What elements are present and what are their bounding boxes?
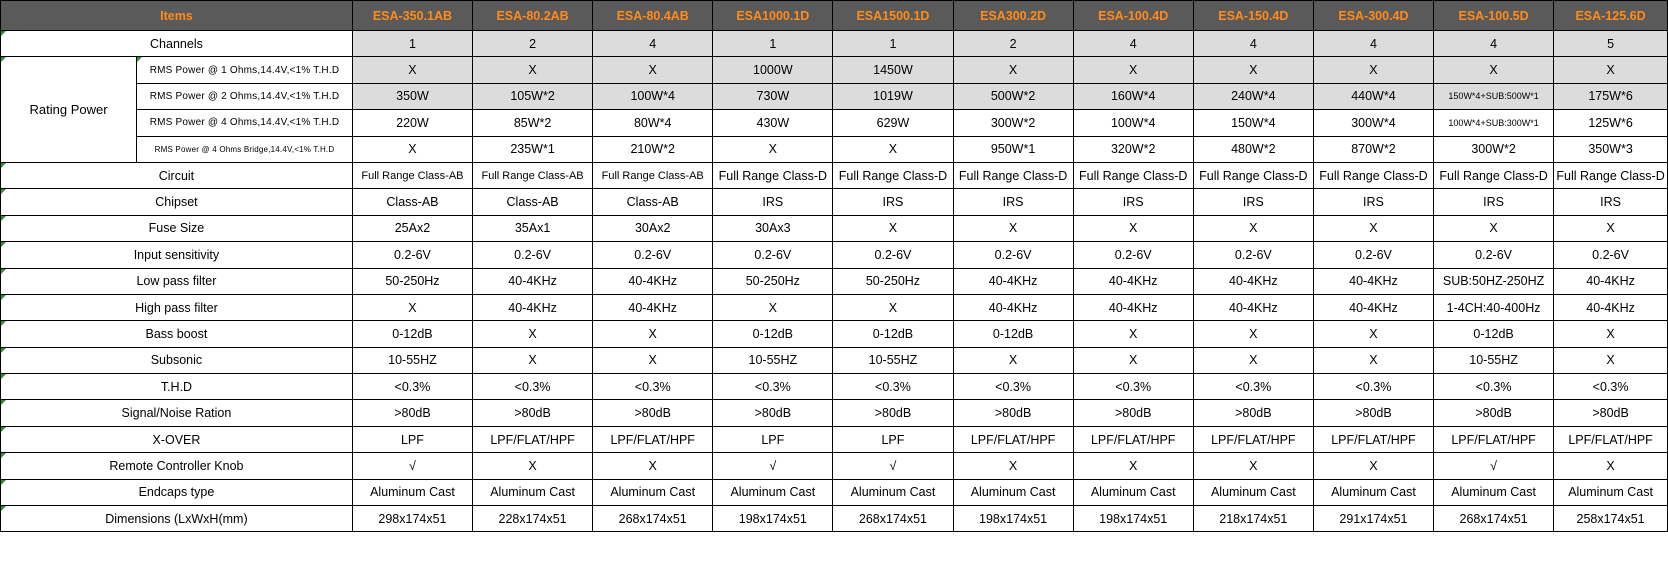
spec-value: 30Ax3: [713, 215, 833, 241]
spec-value: >80dB: [473, 400, 593, 426]
spec-row: [1, 268, 1668, 294]
rating-power-value: 629W: [833, 110, 953, 136]
rating-power-value: 240W*4: [1193, 83, 1313, 109]
spec-value: 40-4KHz: [1073, 294, 1193, 320]
spec-value: LPF/FLAT/HPF: [1434, 426, 1554, 452]
header-model: ESA-350.1AB: [352, 1, 472, 31]
spec-value: LPF/FLAT/HPF: [473, 426, 593, 452]
rating-power-value: 1000W: [713, 57, 833, 83]
spec-value: X: [473, 321, 593, 347]
rating-power-value: 125W*6: [1554, 110, 1668, 136]
rating-power-value: 235W*1: [473, 136, 593, 162]
spec-value: 0.2-6V: [953, 242, 1073, 268]
spec-value: >80dB: [593, 400, 713, 426]
spec-row: [1, 215, 1668, 241]
spec-row: [1, 294, 1668, 320]
spec-row: [1, 347, 1668, 373]
spec-value: <0.3%: [593, 374, 713, 400]
spec-value: 40-4KHz: [473, 268, 593, 294]
spec-row: [1, 321, 1668, 347]
spec-value: X: [1073, 347, 1193, 373]
rating-power-value: 85W*2: [473, 110, 593, 136]
spec-value: Full Range Class-AB: [593, 162, 713, 188]
spec-value: 30Ax2: [593, 215, 713, 241]
spec-value: 40-4KHz: [1554, 294, 1668, 320]
spec-value: 0.2-6V: [473, 242, 593, 268]
spec-value: 40-4KHz: [953, 294, 1073, 320]
spec-value: 291x174x51: [1313, 506, 1433, 532]
spec-value: >80dB: [1073, 400, 1193, 426]
spec-value: X: [1073, 215, 1193, 241]
rating-power-value: X: [352, 57, 472, 83]
rating-power-value: 500W*2: [953, 83, 1073, 109]
rating-power-value: 150W*4+SUB:500W*1: [1434, 83, 1554, 109]
spec-value: >80dB: [352, 400, 472, 426]
spec-value: X: [1554, 321, 1668, 347]
spec-value: >80dB: [833, 400, 953, 426]
spec-value: IRS: [1554, 189, 1668, 215]
header-row: [1, 1, 1668, 31]
spec-value: 0-12dB: [352, 321, 472, 347]
channels-value: 4: [1434, 31, 1554, 57]
spec-value: <0.3%: [1193, 374, 1313, 400]
rating-power-sublabel: RMS Power @ 2 Ohms,14.4V,<1% T.H.D: [137, 83, 353, 109]
header-model: ESA-300.4D: [1313, 1, 1433, 31]
spec-value: LPF/FLAT/HPF: [1193, 426, 1313, 452]
rating-power-value: 440W*4: [1313, 83, 1433, 109]
spec-label: Circuit: [1, 162, 353, 188]
header-model: ESA-80.2AB: [473, 1, 593, 31]
rating-power-value: X: [473, 57, 593, 83]
spec-value: LPF/FLAT/HPF: [1554, 426, 1668, 452]
spec-value: <0.3%: [953, 374, 1073, 400]
spec-label: Chipset: [1, 189, 353, 215]
rating-power-value: 105W*2: [473, 83, 593, 109]
spec-value: >80dB: [1434, 400, 1554, 426]
spec-value: 40-4KHz: [473, 294, 593, 320]
spec-label: Endcaps type: [1, 479, 353, 505]
spec-value: X: [1193, 347, 1313, 373]
channels-row: [1, 31, 1668, 57]
spec-value: 268x174x51: [833, 506, 953, 532]
channels-value: 5: [1554, 31, 1668, 57]
spec-value: 298x174x51: [352, 506, 472, 532]
spec-value: 0-12dB: [1434, 321, 1554, 347]
spec-label: Input sensitivity: [1, 242, 353, 268]
spec-row: [1, 400, 1668, 426]
spec-value: 0.2-6V: [1193, 242, 1313, 268]
rating-power-value: X: [352, 136, 472, 162]
spec-value: 25Ax2: [352, 215, 472, 241]
spec-row: [1, 426, 1668, 452]
header-model: ESA1500.1D: [833, 1, 953, 31]
spec-value: X: [593, 453, 713, 479]
spec-row: [1, 374, 1668, 400]
spec-value: 268x174x51: [1434, 506, 1554, 532]
channels-value: 2: [953, 31, 1073, 57]
rating-power-value: 300W*4: [1313, 110, 1433, 136]
rating-power-value: X: [833, 136, 953, 162]
spec-value: 10-55HZ: [713, 347, 833, 373]
header-items: Items: [1, 1, 353, 31]
spec-value: Full Range Class-D: [1193, 162, 1313, 188]
spec-value: LPF: [352, 426, 472, 452]
channels-value: 2: [473, 31, 593, 57]
spec-value: 10-55HZ: [352, 347, 472, 373]
spec-value: X: [833, 215, 953, 241]
spec-row: [1, 453, 1668, 479]
spec-label: Subsonic: [1, 347, 353, 373]
spec-value: 40-4KHz: [1193, 294, 1313, 320]
spec-value: LPF/FLAT/HPF: [1073, 426, 1193, 452]
spec-value: X: [1193, 215, 1313, 241]
spec-label: Dimensions (LxWxH(mm): [1, 506, 353, 532]
rating-power-value: 160W*4: [1073, 83, 1193, 109]
spec-value: <0.3%: [473, 374, 593, 400]
spec-value: 218x174x51: [1193, 506, 1313, 532]
rating-power-value: X: [593, 57, 713, 83]
spec-value: 0.2-6V: [833, 242, 953, 268]
spec-value: IRS: [1313, 189, 1433, 215]
spec-value: Aluminum Cast: [593, 479, 713, 505]
rating-power-value: 950W*1: [953, 136, 1073, 162]
spec-value: X: [1313, 453, 1433, 479]
spec-value: IRS: [1434, 189, 1554, 215]
spec-value: IRS: [713, 189, 833, 215]
spec-value: <0.3%: [1434, 374, 1554, 400]
rating-power-row: [1, 110, 1668, 136]
spec-value: Aluminum Cast: [1313, 479, 1433, 505]
spec-value: Full Range Class-AB: [473, 162, 593, 188]
rating-power-row: [1, 57, 1668, 83]
header-model: ESA-100.5D: [1434, 1, 1554, 31]
spec-value: X: [1073, 453, 1193, 479]
spec-label: Remote Controller Knob: [1, 453, 353, 479]
rating-power-value: 100W*4+SUB:300W*1: [1434, 110, 1554, 136]
spec-value: Full Range Class-D: [1313, 162, 1433, 188]
spec-value: Full Range Class-D: [953, 162, 1073, 188]
spec-value: 40-4KHz: [953, 268, 1073, 294]
spec-value: 0.2-6V: [1073, 242, 1193, 268]
spec-value: 198x174x51: [1073, 506, 1193, 532]
spec-value: Full Range Class-D: [833, 162, 953, 188]
spec-value: 0-12dB: [833, 321, 953, 347]
spec-label: X-OVER: [1, 426, 353, 452]
spec-value: 40-4KHz: [1554, 268, 1668, 294]
rating-power-value: 175W*6: [1554, 83, 1668, 109]
spec-value: >80dB: [953, 400, 1073, 426]
spec-value: X: [473, 347, 593, 373]
spec-label: Bass boost: [1, 321, 353, 347]
spec-value: Class-AB: [473, 189, 593, 215]
spec-value: 1-4CH:40-400Hz: [1434, 294, 1554, 320]
rating-power-value: 430W: [713, 110, 833, 136]
spec-value: 10-55HZ: [833, 347, 953, 373]
spec-value: Aluminum Cast: [1193, 479, 1313, 505]
rating-power-value: 870W*2: [1313, 136, 1433, 162]
spec-label: T.H.D: [1, 374, 353, 400]
spec-value: Aluminum Cast: [1073, 479, 1193, 505]
spec-label: High pass filter: [1, 294, 353, 320]
spec-value: >80dB: [713, 400, 833, 426]
spec-value: 10-55HZ: [1434, 347, 1554, 373]
spec-value: 0-12dB: [953, 321, 1073, 347]
spec-value: <0.3%: [1554, 374, 1668, 400]
rating-power-value: 150W*4: [1193, 110, 1313, 136]
rating-power-row: [1, 136, 1668, 162]
rating-power-value: X: [1434, 57, 1554, 83]
spec-value: 198x174x51: [713, 506, 833, 532]
spec-value: 40-4KHz: [1313, 268, 1433, 294]
rating-power-value: 320W*2: [1073, 136, 1193, 162]
spec-value: SUB:50HZ-250HZ: [1434, 268, 1554, 294]
channels-value: 4: [1193, 31, 1313, 57]
rating-power-value: X: [1313, 57, 1433, 83]
spec-value: X: [1193, 453, 1313, 479]
spec-value: X: [1313, 347, 1433, 373]
spec-value: X: [953, 215, 1073, 241]
spec-value: 35Ax1: [473, 215, 593, 241]
spec-value: Aluminum Cast: [1434, 479, 1554, 505]
spec-value: 0.2-6V: [593, 242, 713, 268]
spec-value: X: [833, 294, 953, 320]
spec-value: <0.3%: [1073, 374, 1193, 400]
spec-value: 40-4KHz: [1313, 294, 1433, 320]
rating-power-value: 730W: [713, 83, 833, 109]
spec-value: X: [1313, 321, 1433, 347]
spec-value: <0.3%: [713, 374, 833, 400]
spec-value: LPF/FLAT/HPF: [953, 426, 1073, 452]
spec-value: <0.3%: [352, 374, 472, 400]
spec-value: Full Range Class-D: [713, 162, 833, 188]
spec-value: 40-4KHz: [593, 294, 713, 320]
channels-label: Channels: [1, 31, 353, 57]
spec-value: Class-AB: [593, 189, 713, 215]
spec-value: LPF: [833, 426, 953, 452]
spec-value: X: [953, 347, 1073, 373]
rating-power-sublabel: RMS Power @ 1 Ohms,14.4V,<1% T.H.D: [137, 57, 353, 83]
spec-value: IRS: [1193, 189, 1313, 215]
rating-power-value: 1019W: [833, 83, 953, 109]
rating-power-row: [1, 83, 1668, 109]
spec-value: 258x174x51: [1554, 506, 1668, 532]
rating-power-value: 100W*4: [1073, 110, 1193, 136]
rating-power-value: 350W: [352, 83, 472, 109]
spec-value: Aluminum Cast: [1554, 479, 1668, 505]
channels-value: 4: [1313, 31, 1433, 57]
spec-value: 50-250Hz: [352, 268, 472, 294]
spec-value: X: [593, 321, 713, 347]
spec-value: √: [713, 453, 833, 479]
spec-value: 50-250Hz: [713, 268, 833, 294]
spec-value: √: [1434, 453, 1554, 479]
rating-power-value: 300W*2: [953, 110, 1073, 136]
spec-value: >80dB: [1193, 400, 1313, 426]
spec-value: X: [1554, 215, 1668, 241]
spec-value: IRS: [833, 189, 953, 215]
rating-power-value: 220W: [352, 110, 472, 136]
channels-value: 4: [1073, 31, 1193, 57]
rating-power-value: X: [1193, 57, 1313, 83]
rating-power-value: 300W*2: [1434, 136, 1554, 162]
rating-power-value: X: [713, 136, 833, 162]
header-model: ESA-125.6D: [1554, 1, 1668, 31]
spec-value: 40-4KHz: [1193, 268, 1313, 294]
spec-value: X: [953, 453, 1073, 479]
spec-value: <0.3%: [1313, 374, 1433, 400]
rating-power-value: X: [953, 57, 1073, 83]
spec-value: X: [1073, 321, 1193, 347]
spec-value: Aluminum Cast: [833, 479, 953, 505]
spec-row: [1, 162, 1668, 188]
spec-label: Signal/Noise Ration: [1, 400, 353, 426]
spec-value: √: [833, 453, 953, 479]
rating-power-value: 80W*4: [593, 110, 713, 136]
spec-value: LPF: [713, 426, 833, 452]
spec-value: >80dB: [1313, 400, 1433, 426]
spec-value: LPF/FLAT/HPF: [1313, 426, 1433, 452]
spec-value: Aluminum Cast: [953, 479, 1073, 505]
spec-value: Full Range Class-D: [1073, 162, 1193, 188]
spec-value: <0.3%: [833, 374, 953, 400]
spec-value: 50-250Hz: [833, 268, 953, 294]
spec-value: X: [1554, 453, 1668, 479]
spec-value: Full Range Class-D: [1434, 162, 1554, 188]
spec-value: √: [352, 453, 472, 479]
spec-value: 0.2-6V: [352, 242, 472, 268]
spec-value: 228x174x51: [473, 506, 593, 532]
rating-power-value: X: [1073, 57, 1193, 83]
rating-power-value: 480W*2: [1193, 136, 1313, 162]
channels-value: 1: [352, 31, 472, 57]
spec-row: [1, 242, 1668, 268]
rating-power-value: X: [1554, 57, 1668, 83]
channels-value: 1: [833, 31, 953, 57]
spec-value: 40-4KHz: [1073, 268, 1193, 294]
spec-row: [1, 479, 1668, 505]
spec-value: Class-AB: [352, 189, 472, 215]
header-model: ESA-100.4D: [1073, 1, 1193, 31]
spec-value: 40-4KHz: [593, 268, 713, 294]
spec-row: [1, 506, 1668, 532]
rating-power-sublabel: RMS Power @ 4 Ohms Bridge,14.4V,<1% T.H.D: [137, 136, 353, 162]
spec-value: X: [1313, 215, 1433, 241]
rating-power-label: Rating Power: [1, 57, 137, 163]
header-model: ESA-150.4D: [1193, 1, 1313, 31]
spec-value: IRS: [1073, 189, 1193, 215]
header-model: ESA-80.4AB: [593, 1, 713, 31]
spec-label: Low pass filter: [1, 268, 353, 294]
spec-value: 0-12dB: [713, 321, 833, 347]
spec-value: X: [1434, 215, 1554, 241]
spec-value: 198x174x51: [953, 506, 1073, 532]
spec-value: Aluminum Cast: [352, 479, 472, 505]
spec-value: IRS: [953, 189, 1073, 215]
spec-value: 268x174x51: [593, 506, 713, 532]
header-model: ESA300.2D: [953, 1, 1073, 31]
rating-power-value: 350W*3: [1554, 136, 1668, 162]
spec-value: X: [473, 453, 593, 479]
rating-power-value: 100W*4: [593, 83, 713, 109]
rating-power-value: 210W*2: [593, 136, 713, 162]
rating-power-value: 1450W: [833, 57, 953, 83]
spec-value: LPF/FLAT/HPF: [593, 426, 713, 452]
spec-value: Aluminum Cast: [713, 479, 833, 505]
spec-value: 0.2-6V: [1313, 242, 1433, 268]
spec-value: Full Range Class-AB: [352, 162, 472, 188]
spec-value: 0.2-6V: [1554, 242, 1668, 268]
channels-value: 1: [713, 31, 833, 57]
channels-value: 4: [593, 31, 713, 57]
spec-value: X: [1554, 347, 1668, 373]
spec-value: Full Range Class-D: [1554, 162, 1668, 188]
spec-value: X: [352, 294, 472, 320]
spec-value: X: [593, 347, 713, 373]
spec-value: 0.2-6V: [713, 242, 833, 268]
spec-value: X: [713, 294, 833, 320]
spec-value: X: [1193, 321, 1313, 347]
spec-row: [1, 189, 1668, 215]
spec-value: Aluminum Cast: [473, 479, 593, 505]
spec-label: Fuse Size: [1, 215, 353, 241]
rating-power-sublabel: RMS Power @ 4 Ohms,14.4V,<1% T.H.D: [137, 110, 353, 136]
spec-value: >80dB: [1554, 400, 1668, 426]
header-model: ESA1000.1D: [713, 1, 833, 31]
spec-value: 0.2-6V: [1434, 242, 1554, 268]
